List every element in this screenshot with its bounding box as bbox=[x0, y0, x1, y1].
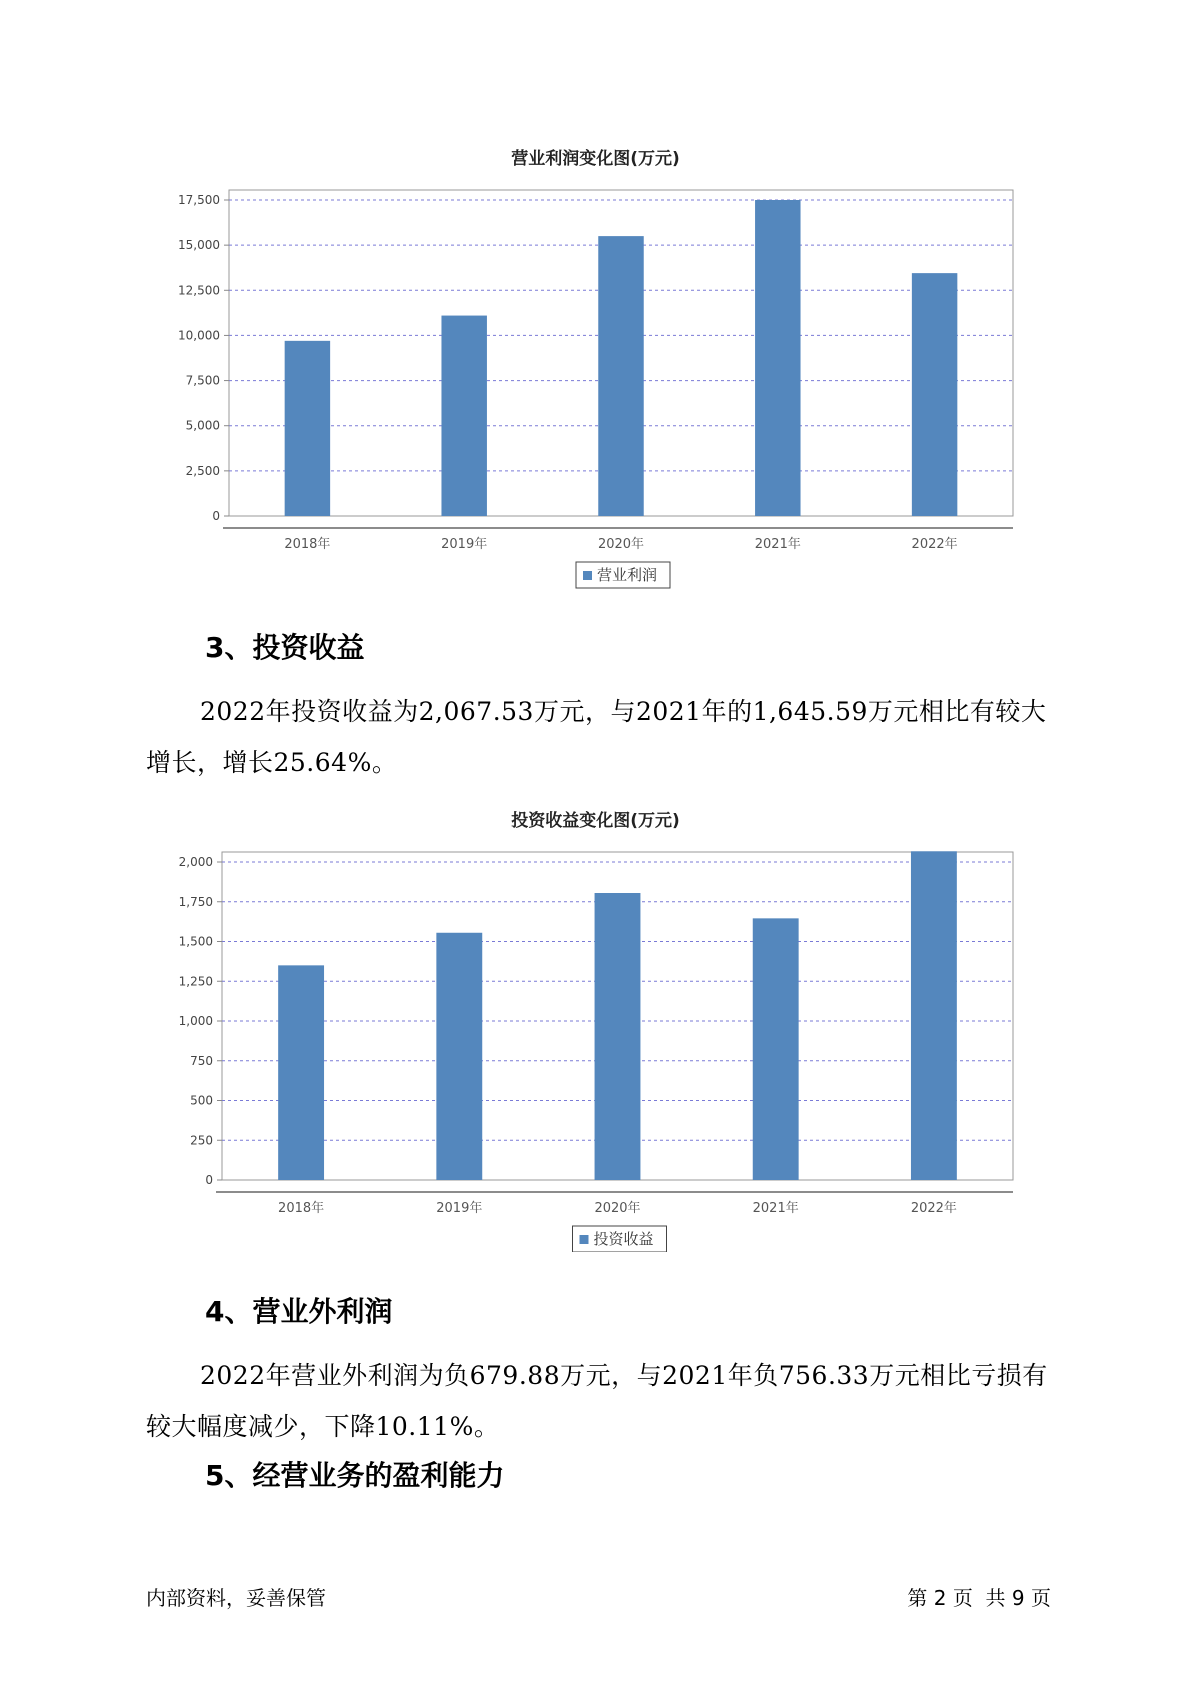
y-tick-label: 15,000 bbox=[178, 238, 220, 253]
y-tick-label: 1,000 bbox=[178, 1014, 213, 1028]
y-tick-label: 0 bbox=[212, 509, 220, 523]
x-tick-label: 2022年 bbox=[911, 537, 958, 552]
legend bbox=[576, 562, 670, 588]
bar bbox=[285, 341, 330, 516]
paragraph-investment-income: 2022年投资收益为2,067.53万元，与2021年的1,645.59万元相比有较大增长，增长25.64%。 bbox=[146, 697, 1047, 777]
y-tick-label: 10,000 bbox=[178, 328, 220, 343]
footer-page-number: 第 2 页 共 9 页 bbox=[907, 1586, 1051, 1610]
bar bbox=[436, 933, 482, 1180]
bar bbox=[595, 893, 641, 1180]
x-tick-label: 2019年 bbox=[436, 1201, 483, 1216]
y-tick-label: 1,750 bbox=[178, 894, 213, 909]
y-tick-label: 7,500 bbox=[185, 373, 220, 388]
bar bbox=[755, 200, 800, 516]
x-tick-label: 2022年 bbox=[910, 1201, 957, 1216]
x-tick-label: 2021年 bbox=[752, 1201, 799, 1216]
chart-title-operating-profit: 营业利润变化图(万元) bbox=[511, 149, 680, 169]
y-tick-label: 2,000 bbox=[178, 855, 213, 869]
legend bbox=[573, 1226, 667, 1252]
bar bbox=[753, 918, 799, 1180]
y-tick-label: 250 bbox=[190, 1133, 213, 1148]
y-tick-label: 750 bbox=[190, 1053, 213, 1068]
section-heading-investment-income: 3、投资收益 bbox=[205, 631, 365, 664]
x-tick-label: 2020年 bbox=[597, 537, 645, 552]
bar bbox=[912, 273, 957, 516]
chart-investment-income bbox=[0, 832, 1191, 1252]
x-tick-label: 2021年 bbox=[754, 537, 801, 552]
y-tick-label: 17,500 bbox=[178, 193, 220, 207]
footer-confidential-note: 内部资料，妥善保管 bbox=[146, 1586, 326, 1610]
y-tick-label: 1,250 bbox=[178, 974, 213, 989]
x-tick-label: 2019年 bbox=[441, 537, 488, 552]
y-tick-label: 5,000 bbox=[185, 418, 220, 433]
bar bbox=[598, 236, 643, 516]
paragraph-non-operating-profit: 2022年营业外利润为负679.88万元，与2021年负756.33万元相比亏损有较大幅度减少，下降10.11%。 bbox=[146, 1361, 1048, 1441]
x-tick-label: 2020年 bbox=[594, 1201, 641, 1216]
bar bbox=[911, 851, 957, 1180]
y-tick-label: 12,500 bbox=[178, 283, 220, 298]
chart-operating-profit bbox=[0, 170, 1191, 590]
y-tick-label: 500 bbox=[190, 1093, 213, 1108]
chart-title-investment-income: 投资收益变化图(万元) bbox=[511, 811, 680, 831]
legend-label: 营业利润 bbox=[597, 566, 658, 584]
x-tick-label: 2018年 bbox=[284, 537, 331, 552]
bar bbox=[278, 965, 324, 1180]
section-heading-profitability: 5、经营业务的盈利能力 bbox=[205, 1459, 505, 1492]
y-tick-label: 2,500 bbox=[185, 463, 220, 478]
bar bbox=[441, 316, 486, 516]
section-heading-non-operating-profit: 4、营业外利润 bbox=[205, 1295, 393, 1328]
legend-label: 投资收益 bbox=[593, 1230, 654, 1248]
legend-swatch bbox=[583, 571, 592, 580]
y-tick-label: 0 bbox=[205, 1173, 213, 1187]
x-tick-label: 2018年 bbox=[278, 1201, 325, 1216]
legend-swatch bbox=[580, 1235, 589, 1244]
y-tick-label: 1,500 bbox=[178, 934, 213, 949]
